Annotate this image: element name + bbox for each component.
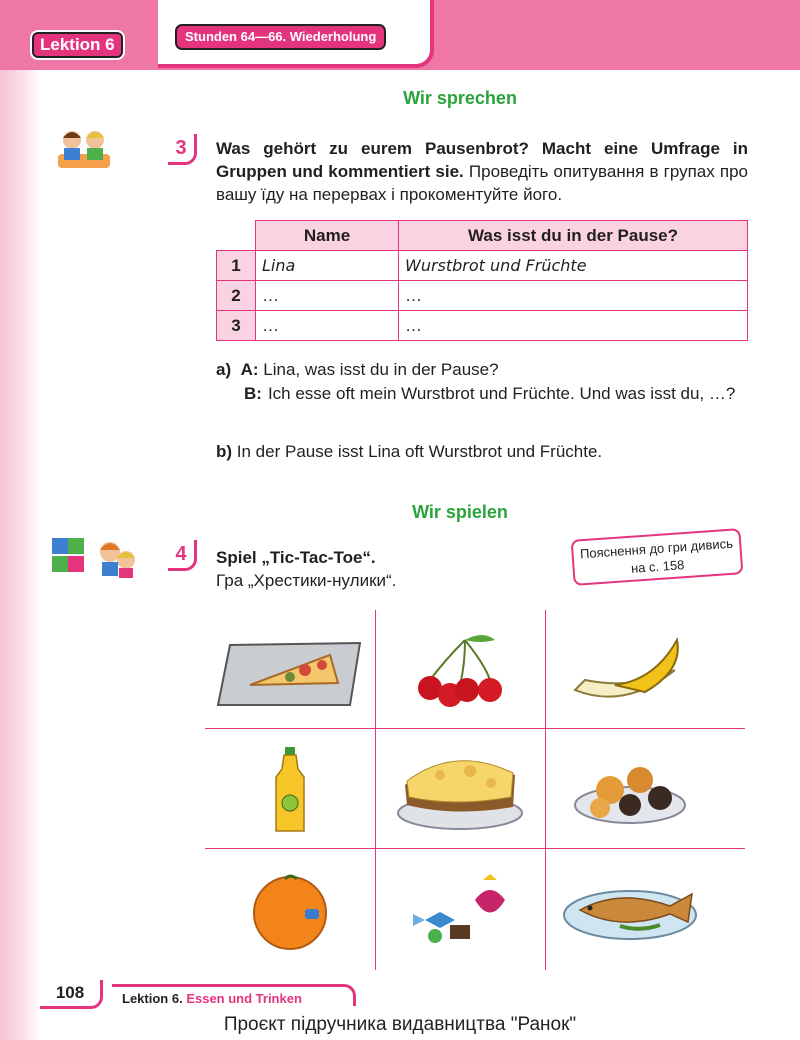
- section-title-play: Wir spielen: [412, 502, 508, 522]
- juice-bottle-icon: [270, 745, 310, 835]
- table-header-row: [217, 221, 748, 251]
- speaker-b: B:: [244, 384, 262, 403]
- survey-table: [216, 220, 748, 341]
- row-index: 3: [217, 311, 256, 341]
- fish-dish-icon: [560, 870, 700, 950]
- section-title-speak: Wir sprechen: [403, 88, 517, 108]
- task4-heading: [216, 546, 556, 592]
- task-number-4: 4: [168, 540, 197, 571]
- task3-instruction: [216, 137, 748, 206]
- group-talk-icon: [58, 126, 110, 170]
- table-corner: [217, 221, 256, 251]
- cheese-sandwich-icon: [395, 745, 525, 835]
- tic-tac-toe-grid: [205, 610, 745, 970]
- table-row: [217, 311, 748, 341]
- grid-cell-pizza: [205, 610, 375, 730]
- grid-cell-cookies: [545, 730, 715, 850]
- dialog-a: [216, 358, 748, 406]
- grid-cell-candies: [375, 850, 545, 970]
- lesson-badge: Lektion 6: [30, 30, 125, 60]
- table-row: [217, 251, 748, 281]
- table-header-food: Was isst du in der Pause?: [399, 221, 748, 251]
- left-margin-strip: [0, 0, 40, 1040]
- task-number-3: 3: [168, 134, 197, 165]
- pizza-icon: [210, 625, 370, 715]
- task4-title: Spiel „Tic-Tac-Toe“.: [216, 548, 376, 567]
- grid-cell-cheese-sandwich: [375, 730, 545, 850]
- footer-lesson: [112, 984, 356, 1006]
- grid-cell-cherries: [375, 610, 545, 730]
- task3-ukr-text: Проведіть опитування в групах про вашу їду на перервах і прокоментуйте його.: [216, 162, 748, 204]
- cookies-icon: [570, 750, 690, 830]
- row-name: Lina: [256, 251, 399, 281]
- a-label: a): [216, 360, 232, 379]
- row-food: …: [399, 281, 748, 311]
- grid-cell-banana: [545, 610, 715, 730]
- footer-topic: Essen und Trinken: [186, 991, 302, 1006]
- b-label: b): [216, 442, 233, 461]
- grid-cell-juice: [205, 730, 375, 850]
- grid-cell-orange: [205, 850, 375, 970]
- row-name: …: [256, 311, 399, 341]
- row-food: Wurstbrot und Früchte: [399, 251, 748, 281]
- game-blocks-icon: [50, 536, 140, 578]
- table-header-name: Name: [256, 221, 399, 251]
- row-index: 2: [217, 281, 256, 311]
- row-food: …: [399, 311, 748, 341]
- footer-lesson-label: Lektion 6.: [122, 991, 183, 1006]
- grid-cell-fish: [545, 850, 715, 970]
- line-b: Ich esse oft mein Wurstbrot und Früchte. Und was isst du, …?: [267, 384, 736, 403]
- speaker-a: A:: [240, 360, 259, 379]
- stunden-label: Stunden 64—66. Wiederholung: [175, 24, 386, 50]
- banana-icon: [565, 630, 695, 710]
- publisher-watermark: Проєкт підручника видавництва "Ранок": [223, 1014, 577, 1035]
- row-name: …: [256, 281, 399, 311]
- line-a: Lina, was isst du in der Pause?: [263, 360, 499, 379]
- table-row: [217, 281, 748, 311]
- cherries-icon: [405, 630, 515, 710]
- orange-icon: [245, 865, 335, 955]
- page-number: 108: [40, 980, 103, 1009]
- candies-icon: [405, 870, 515, 950]
- b-line: In der Pause isst Lina oft Wurstbrot und Früchte.: [236, 442, 603, 461]
- dialog-b: [216, 440, 602, 464]
- task4-ukr: Гра „Хрестики-нулики“.: [216, 571, 397, 590]
- rules-note-box: Пояснення до гри дивись на с. 158: [571, 528, 744, 586]
- row-index: 1: [217, 251, 256, 281]
- task3-bold-text: Was gehört zu eurem Pausenbrot? Macht eine Umfrage in Gruppen und kommentiert sie.: [216, 139, 748, 181]
